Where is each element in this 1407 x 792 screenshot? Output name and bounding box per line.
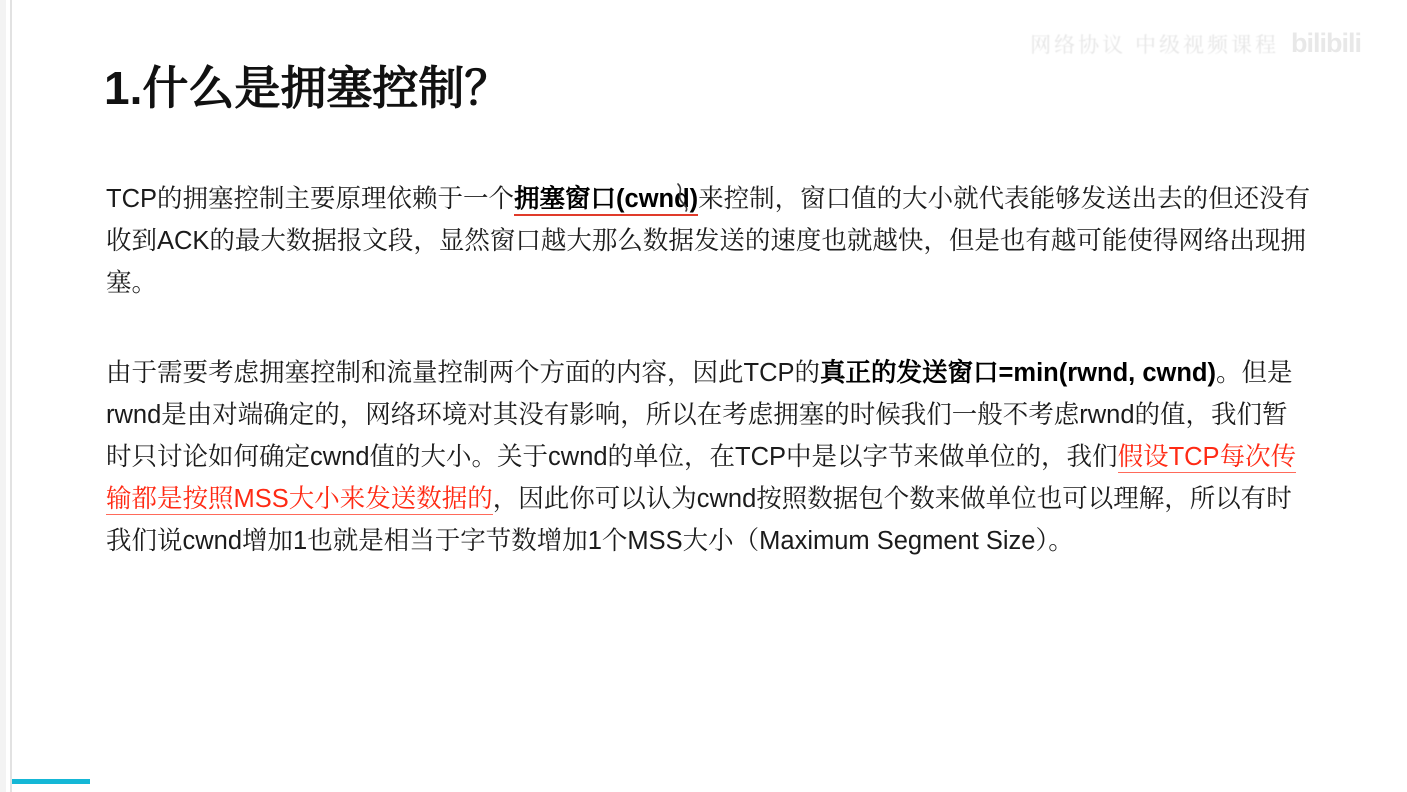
paragraph-1 [106,178,1311,304]
bottom-accent-bar [12,779,90,784]
paragraph-2 [106,352,1311,562]
left-rail-accent [0,0,6,792]
paragraph-1-highlight-cwnd: 拥塞窗口(cwnd) [514,185,698,216]
watermark [1030,28,1361,59]
paragraph-2-bold-formula: 真正的发送窗口=min(rwnd, cwnd) [820,359,1216,387]
paragraph-1-segment-1: TCP的拥塞控制主要原理依赖于一个 [106,185,515,213]
left-rail [0,0,12,792]
bilibili-logo: bilibili [1291,28,1361,58]
paragraph-1-segment-2: 来控制，窗口值的大小就代表能够发送出去的但还没有收到ACK的最大数据报文段，显然窗口越大那么数据发送的速度也就越快，但是也有越可能使得网络出现拥塞。 [106,185,1311,297]
paragraph-2-segment-1: 由于需要考虑拥塞控制和流量控制两个方面的内容，因此TCP的 [106,359,821,387]
page-title: 1.什么是拥塞控制？ [104,62,511,114]
watermark-text: 网络协议 中级视频课程 [1030,33,1279,57]
paragraph-2-segment-2: 。但是rwnd是由对端确定的，网络环境对其没有影响，所以在考虑拥塞的时候我们一般不考虑rwnd的值，我们暂时只讨论如何确定cwnd值的大小。关于cwnd的单位，在TCP中是以字节来做单位的，我们 [106,359,1293,471]
paragraph-2-segment-3: ，因此你可以认为cwnd按照数据包个数来做单位也可以理解，所以有时我们说cwnd增加1也就是相当于字节数增加1个MSS大小（Maximum Segment Size）。 [106,485,1292,555]
paragraph-2-red-assumption: 假设TCP每次传输都是按照MSS大小来发送数据的 [106,443,1297,513]
